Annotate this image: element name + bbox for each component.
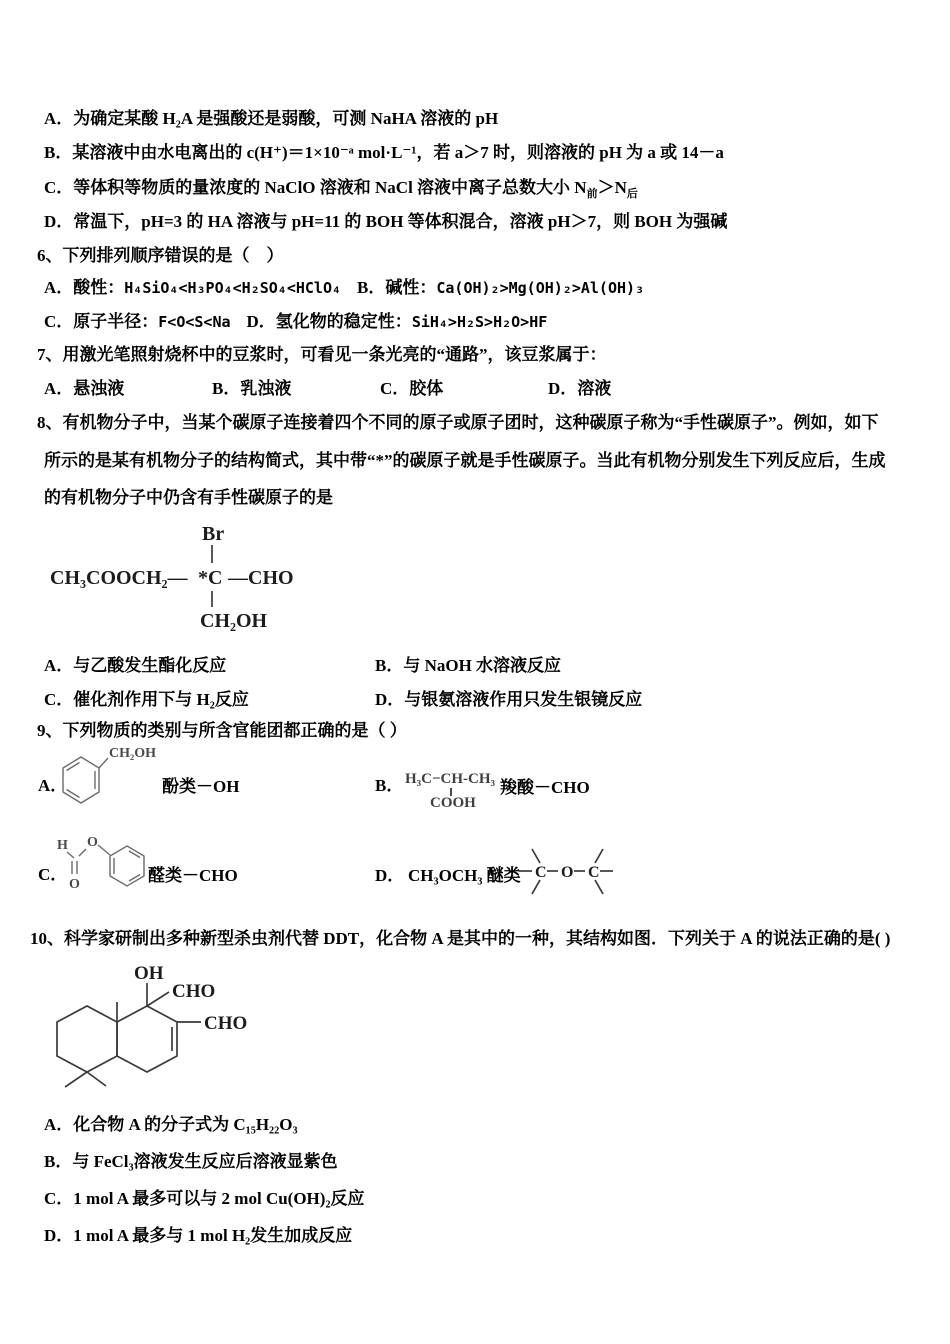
q9-a-text: 酚类－OH	[162, 777, 240, 796]
bond-c-cho1	[147, 992, 169, 1006]
c2-bond-up	[595, 849, 603, 863]
q6-d-formula: SiH₄>H₂S>H₂O>HF	[411, 313, 548, 331]
benzene-ring	[110, 846, 144, 886]
q9-b-structure-line2: COOH	[430, 795, 476, 811]
c1-bond-down	[532, 880, 540, 894]
q10-compound-a-structure	[35, 952, 305, 1102]
q8-structure-diagram	[40, 512, 310, 637]
q6-b-label: B．碱性：	[357, 278, 437, 297]
q9-a-label: A．	[38, 776, 68, 795]
c2-bond-down	[595, 880, 603, 894]
q10-option-a: A．化合物 A 的分子式为 C₁₅H₂₂O₃	[44, 1115, 298, 1134]
q5c-text: C．等体积等物质的量浓度的 NaClO 溶液和 NaCl 溶液中离子总数大小 N	[44, 178, 587, 197]
q7-option-c: C．胶体	[380, 379, 444, 398]
c1-label: C	[535, 864, 547, 881]
o-label: O	[561, 864, 574, 881]
cho1-label: CHO	[172, 981, 216, 1002]
q5-option-d: D．常温下，pH=3 的 HA 溶液与 pH=11 的 BOH 等体积混合，溶液 pH＞7，则 BOH 为强碱	[44, 212, 728, 231]
q9-b-text: 羧酸－CHO	[500, 778, 590, 797]
q6-b-formula: Ca(OH)₂>Mg(OH)₂>Al(OH)₃	[436, 279, 645, 297]
ch2oh-group: CH₂OH	[109, 746, 156, 761]
q9-b-label: B．	[375, 776, 404, 795]
q9-d-ether-structure	[515, 840, 620, 898]
q5c-sub-hou: 后	[626, 188, 638, 200]
q7-option-d: D．溶液	[548, 379, 612, 398]
q8-option-c: C．催化剂作用下与 H₂反应	[44, 690, 249, 709]
q8-option-b: B．与 NaOH 水溶液反应	[375, 656, 562, 675]
q8-stem-line3: 的有机物分子中仍含有手性碳原子的是	[44, 488, 333, 507]
q9-c-ester-structure	[50, 830, 160, 895]
q8-option-a: A．与乙酸发生酯化反应	[44, 656, 227, 675]
q10-option-b: B．与 FeCl₃溶液发生反应后溶液显紫色	[44, 1152, 338, 1171]
left-ring	[57, 1006, 117, 1072]
benzene-ring	[63, 757, 99, 803]
q6-stem: 6、下列排列顺序错误的是（ ）	[37, 246, 284, 265]
bond-to-ch2oh	[99, 758, 108, 768]
q9-a-benzene-structure	[55, 743, 170, 821]
main-chain: CH₃COOCH₂— *C —CHO	[50, 567, 294, 589]
q6-options-row1	[44, 273, 644, 298]
c1-bond-up	[532, 849, 540, 863]
q5c-mid: ＞N	[597, 178, 627, 197]
q8-stem-line2: 所示的是某有机物分子的结构简式，其中带“*”的碳原子就是手性碳原子。当此有机物分别发生下列反应后，生成	[44, 451, 886, 470]
bond-c-estero	[79, 849, 86, 856]
right-ring	[117, 1006, 177, 1072]
c2-label: C	[588, 864, 600, 881]
q6-a-label: A．酸性：	[44, 278, 125, 297]
q7-stem: 7、用激光笔照射烧杯中的豆浆时，可看见一条光亮的“通路”，该豆浆属于：	[37, 345, 607, 364]
br-label: Br	[202, 523, 225, 545]
q7-option-b: B．乳浊液	[212, 379, 292, 398]
h-label: H	[57, 838, 68, 853]
q8-option-d: D．与银氨溶液作用只发生银镜反应	[375, 690, 643, 709]
bond-o-ring	[98, 845, 110, 855]
q9-d-formula: CH₃OCH₃ 醚类	[408, 866, 521, 885]
q6-d-label: D．氢化物的稳定性：	[246, 312, 412, 331]
q6-options-row2	[44, 307, 547, 332]
bond-h-c	[67, 852, 74, 858]
carbonyl-o-label: O	[69, 877, 80, 892]
cho2-label: CHO	[204, 1013, 248, 1034]
ester-o-label: O	[87, 835, 98, 850]
q5-option-a: A．为确定某酸 H₂A 是强酸还是弱酸，可测 NaHA 溶液的 pH	[44, 109, 499, 128]
q9-stem: 9、下列物质的类别与所含官能团都正确的是（ ）	[37, 721, 407, 740]
q10-stem: 10、科学家研制出多种新型杀虫剂代替 DDT，化合物 A 是其中的一种，其结构如图．下列关于 A 的说法正确的是( )	[30, 929, 891, 948]
q10-option-c: C．1 mol A 最多可以与 2 mol Cu(OH)₂反应	[44, 1189, 365, 1208]
q7-option-a: A．悬浊液	[44, 379, 125, 398]
ch2oh-label: CH₂OH	[200, 610, 268, 632]
q9-c-text: 醛类－CHO	[148, 866, 238, 885]
gem-methyl-2	[87, 1072, 106, 1086]
q9-c-label: C．	[38, 865, 68, 884]
oh-label: OH	[134, 963, 164, 984]
q8-stem-line1: 8、有机物分子中，当某个碳原子连接着四个不同的原子或原子团时，这种碳原子称为“手性碳原子”。例如，如下	[37, 413, 879, 432]
q6-c-formula: F<O<S<Na	[158, 313, 231, 331]
q9-d-label: D．	[375, 866, 405, 885]
q10-option-d: D．1 mol A 最多与 1 mol H₂发生加成反应	[44, 1226, 353, 1245]
q6-c-label: C．原子半径：	[44, 312, 159, 331]
q5-option-c	[44, 173, 638, 201]
gem-methyl-1	[65, 1072, 87, 1087]
q6-a-formula: H₄SiO₄<H₃PO₄<H₂SO₄<HClO₄	[124, 279, 342, 297]
q5c-sub-qian: 前	[586, 188, 598, 200]
q9-b-structure-line1: H₃C−CH-CH₃	[405, 771, 496, 787]
q5-option-b: B．某溶液中由水电离出的 c(H⁺)＝1×10⁻ᵃ mol·L⁻¹，若 a＞7 时，则溶液的 pH 为 a 或 14－a	[44, 143, 724, 162]
